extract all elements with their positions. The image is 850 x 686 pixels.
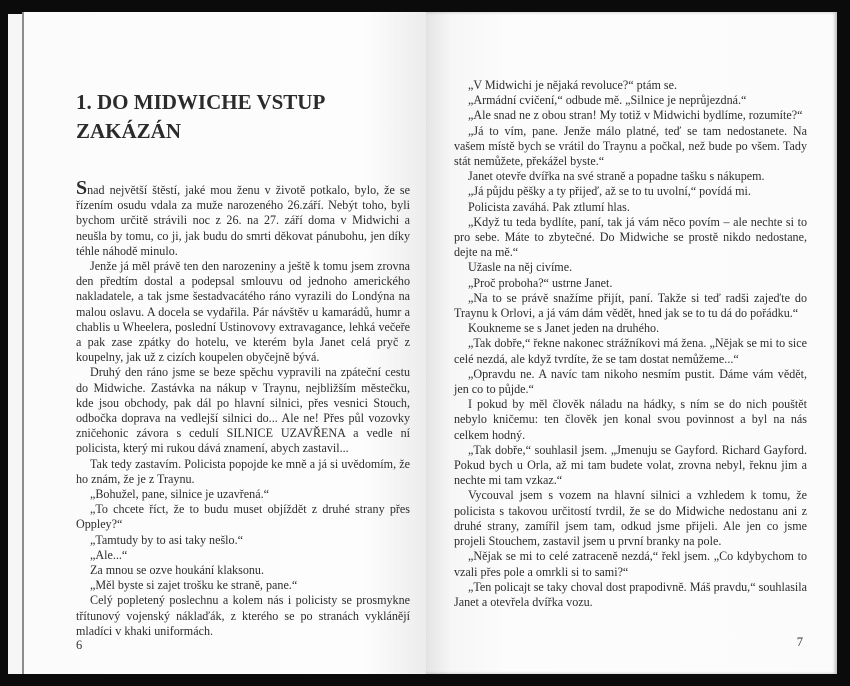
paragraph: Jenže já měl právě ten den narozeniny a ještě k tomu jsem zrovna den předtím dostal a podepsal smlouvu od jednoho amerického nakladatele, a tak jsme šestadvacátého ráno vyrazili do Londýna na malou oslavu. A docela se vydařila. Pár návštěv u kamarádů, humr a chablis u Wheelera, poslední Ustinovovy extravagance, lehká večeře a pak zase zpátky do hotelu, ve kterém byla Janet celá pryč z koupelny, jak už z cizích koupelen obyčejně bývá. [76,259,410,365]
paragraph: Užasle na něj civíme. [468,260,573,275]
left-page [22,12,426,674]
paragraph: „Ale snad ne z obou stran! My totiž v Midwichi bydlíme, rozumíte?“ [468,108,803,123]
right-page-text [454,78,807,610]
left-page-text [76,177,410,639]
paragraph: „Armádní cvičení,“ odbude mě. „Silnice je neprůjezdná.“ [468,93,747,108]
paragraph: Snad největší štěstí, jaké mou ženu v životě potkalo, bylo, že se řízením osudu vdala za muže narozeného 26.září. Nebýt toho, byli bychom určitě strávili noc z 26. na 27. září doma v Midwichi a neušla by tomu, co ji, jak budu do smrti děkovat pánubohu, jen díky téhle náhodě minulo. [76,177,410,258]
right-page [426,12,837,674]
page-number: 7 [796,635,803,649]
paragraph: „Na to se právě snažíme přijít, paní. Takže si teď radši zajeďte do Traynu k Orlovi, a já vám dám vědět, hned jak se to tu dá do pořádku.“ [454,290,807,321]
paragraph: Vycouval jsem s vozem na hlavní silnici a vzhledem k tomu, že policista s takovou určitostí tvrdil, že se do Midwiche nedostanu ani z druhé strany, zamířil jsem tam, odkud jsme přijeli. Ale jen co jsme projeli Stouchem, zastavil jsem u první branky na pole. [454,488,807,549]
paragraph: Koukneme se s Janet jeden na druhého. [468,321,660,336]
paragraph: Za mnou se ozve houkání klaksonu. [90,563,264,578]
paragraph: „Když tu teda bydlíte, paní, tak já vám něco povím – ale nechte si to pro sebe. Máte to zbytečné. Do Midwiche se prostě nikdo nedostane, dejte na mě.“ [454,214,807,260]
paragraph: „Tak dobře,“ řekne nakonec strážníkovi má žena. „Nějak se mi to sice celé nezdá, ale když tvrdíte, že se tam dostat nemůžeme...“ [454,336,807,366]
paragraph: „Já půjdu pěšky a ty přijeď, až se to tu uvolní,“ povídá mi. [468,184,751,199]
paragraph: „Opravdu ne. A navíc tam nikoho nesmím pustit. Dáme vám vědět, jen co to půjde.“ [454,366,807,397]
paragraph: „Tamtudy by to asi taky nešlo.“ [90,532,243,547]
drop-cap: S [76,177,88,199]
paragraph: Policista zaváhá. Pak ztlumí hlas. [468,199,630,214]
paragraph: I pokud by měl člověk náladu na hádky, s ním se do nich pouštět nebylo kničemu: ten člověk jen konal svou povinnost a byl na nás celkem hodný. [454,397,807,442]
page-number: 6 [76,638,83,652]
paragraph: „V Midwichi je nějaká revoluce?“ ptám se. [468,78,677,92]
paragraph: „Ale...“ [90,547,128,562]
paragraph: „Ten policajt se taky choval dost prapodivně. Máš pravdu,“ souhlasila Janet a otevřela dvířka vozu. [454,579,807,609]
paragraph: Tak tedy zastavím. Policista popojde ke mně a já si uvědomím, že ho znám, že je z Traynu. [76,456,410,486]
paragraph: „Proč proboha?“ ustrne Janet. [468,275,613,290]
paragraph: „To chcete říct, že to budu muset objíždět z druhé strany přes Oppley?“ [76,502,410,532]
paragraph: „Bohužel, pane, silnice je uzavřená.“ [90,487,269,502]
paragraph: Druhý den ráno jsme se beze spěchu vypravili na zpáteční cestu do Midwiche. Zastávka na nákup v Traynu, nejbližším městečku, kde jsou obchody, pak dál po hlavní silnici, přes vesnici Stouch, odbočka doprava na vedlejší silnici do... Ale ne! Přes půl vozovky zničehonic závora s cedulí SILNICE UZAVŘENA a vedle ní policista, který mi rukou dává znamení, abych zastavil... [76,365,410,456]
paragraph: Celý popletený poslechnu a kolem nás i policisty se prosmykne třítunový vojenský náklaďák, z kterého se po stranách vyklánějí mladíci v khaki uniformách. [76,593,410,638]
chapter-title: 1. DO MIDWICHE VSTUP ZAKÁZÁN [76,90,325,143]
paragraph: „Nějak se mi to celé zatraceně nezdá,“ řekl jsem. „Co kdybychom to vzali přes pole a omrkli si to sami?“ [454,549,807,579]
paragraph: „Měl byste si zajet trošku ke straně, pane.“ [90,578,298,593]
paragraph: „Tak dobře,“ souhlasil jsem. „Jmenuju se Gayford. Richard Gayford. Pokud bych u Orla, až mi tam budete volat, zrovna nebyl, řeknu jim a nechte mi tam vzkaz.“ [454,442,807,488]
paragraph: Janet otevře dvířka na své straně a popadne tašku s nákupem. [468,169,765,184]
paragraph: „Já to vím, pane. Jenže málo platné, teď se tam nedostanete. Na vašem místě bych se vrátil do Traynu a počkal, než bude po všem. Tady stát nemůžete, překážel byste.“ [454,123,807,169]
